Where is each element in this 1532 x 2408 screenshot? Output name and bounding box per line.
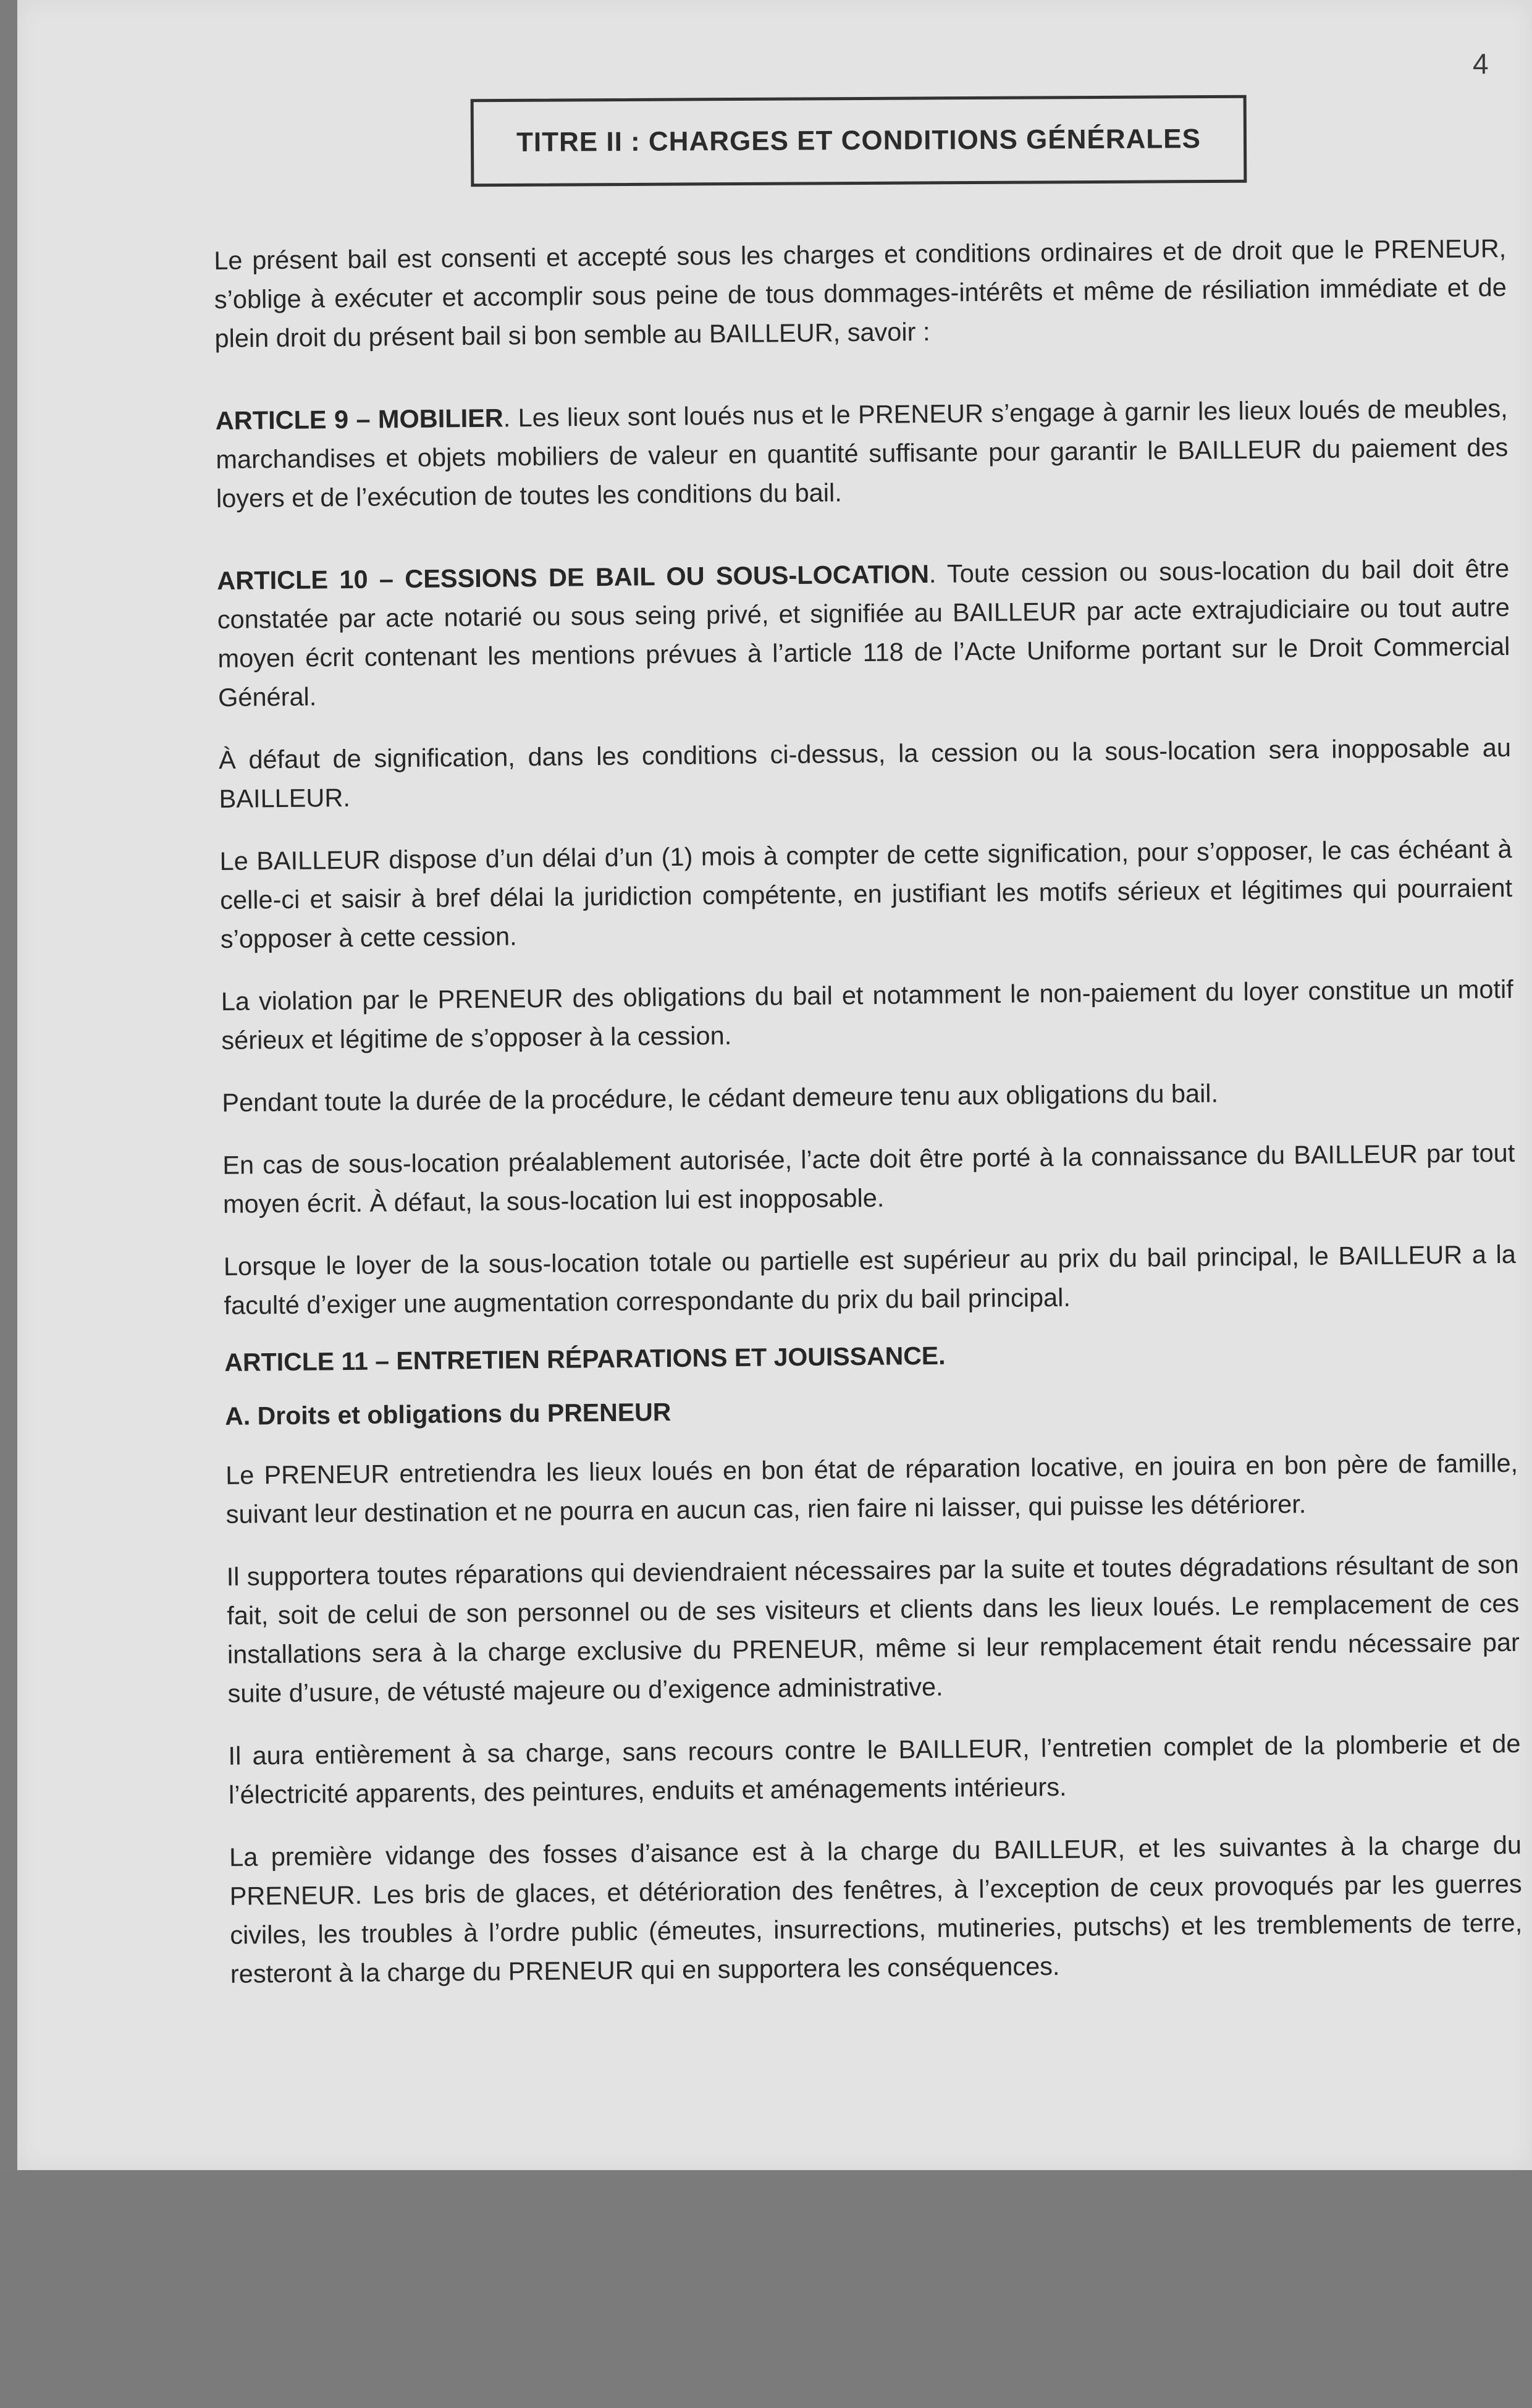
article-10-paragraph: Lorsque le loyer de la sous-location totale ou partielle est supérieur au prix du bail principal, le BAILLEUR a la faculté d’exiger une augmentation correspondante du prix du bail principal.	[223, 1239, 1517, 1320]
article-11-paragraph: Le PRENEUR entretiendra les lieux loués en bon état de réparation locative, en jouira en bon père de famille, suivant leur destination et ne pourra en aucun cas, rien faire ni laisser, qui puisse les détériorer.	[225, 1448, 1518, 1529]
article-10-text: . Toute cession ou sous-location du bail doit être constatée par acte notarié ou sous seing privé, et signifiée au BAILLEUR par acte extrajudiciaire ou tout autre moyen écrit contenant les mentions prévues à l’article 118 de l’Acte Uniforme portant sur le Droit Commercial Général.	[217, 553, 1510, 712]
article-10-paragraph: La violation par le PRENEUR des obligations du bail et notamment le non-paiement du loyer constitue un motif sérieux et légitime de s’opposer à la cession.	[221, 974, 1513, 1055]
scan-background	[0, 2170, 1532, 2408]
article-10-title: ARTICLE 10 – CESSIONS DE BAIL OU SOUS-LOCATION	[217, 559, 930, 595]
intro-paragraph: Le présent bail est consenti et accepté sous les charges et conditions ordinaires et de droit que le PRENEUR, s’oblige à exécuter et accomplir sous peine de tous dommages-intérêts et même de résiliation immédiate et de plein droit du présent bail si bon semble au BAILLEUR, savoir :	[214, 233, 1507, 353]
article-10-paragraph: En cas de sous-location préalablement autorisée, l’acte doit être porté à la connaissance du BAILLEUR par tout moyen écrit. À défaut, la sous-location lui est inopposable.	[222, 1138, 1515, 1219]
article-11-paragraph: Il supportera toutes réparations qui deviendraient nécessaires par la suite et toutes dégradations résultant de son fait, soit de celui de son personnel ou de ses visiteurs et clients dans les lieux loués. Le remplacement de ces installations sera à la charge exclusive du PRENEUR, même si leur remplacement était rendu nécessaire par suite d’usure, de vétusté majeure ou d’exigence administrative.	[226, 1549, 1520, 1708]
article-11-paragraph: Il aura entièrement à sa charge, sans recours contre le BAILLEUR, l’entretien complet de la plomberie et de l’électricité apparents, des peintures, enduits et aménagements intérieurs.	[228, 1728, 1521, 1809]
page-title: TITRE II : CHARGES ET CONDITIONS GÉNÉRALES	[516, 124, 1202, 158]
page-number: 4	[1473, 48, 1489, 80]
article-11-subtitle: A. Droits et obligations du PRENEUR	[225, 1397, 671, 1430]
document-page	[17, 0, 1532, 2170]
article-10	[217, 549, 1510, 717]
article-10-paragraph: Le BAILLEUR dispose d’un délai d’un (1) mois à compter de cette signification, pour s’opposer, le cas échéant à celle-ci et saisir à bref délai la juridiction compétente, en justifiant les motifs sérieux et légitimes qui pourraient s’opposer à cette cession.	[219, 834, 1513, 953]
article-9-text: . Les lieux sont loués nus et le PRENEUR s’engage à garnir les lieux loués de meubles, marchandises et objets mobiliers de valeur en quantité suffisante pour garantir le BAILLEUR du paiement des loyers et de l’exécution de toutes les conditions du bail.	[216, 393, 1509, 513]
document-body	[214, 229, 1523, 2017]
article-11-title: ARTICLE 11 – ENTRETIEN RÉPARATIONS ET JOUISSANCE.	[224, 1341, 946, 1377]
article-9	[215, 389, 1509, 518]
article-10-paragraph: À défaut de signification, dans les conditions ci-dessus, la cession ou la sous-location sera inopposable au BAILLEUR.	[218, 732, 1512, 813]
article-9-title: ARTICLE 9 – MOBILIER	[215, 403, 503, 435]
article-11-paragraph: La première vidange des fosses d’aisance est à la charge du BAILLEUR, et les suivantes à la charge du PRENEUR. Les bris de glaces, et détérioration des fenêtres, à l’exception de ceux provoqués par les guerres civiles, les troubles à l’ordre public (émeutes, insurrections, mutineries, putschs) et les tremblements de terre, resteront à la charge du PRENEUR qui en supportera les conséquences.	[229, 1830, 1523, 1988]
title-box	[471, 95, 1247, 187]
article-10-paragraph: Pendant toute la durée de la procédure, le cédant demeure tenu aux obligations du bail.	[222, 1078, 1219, 1117]
